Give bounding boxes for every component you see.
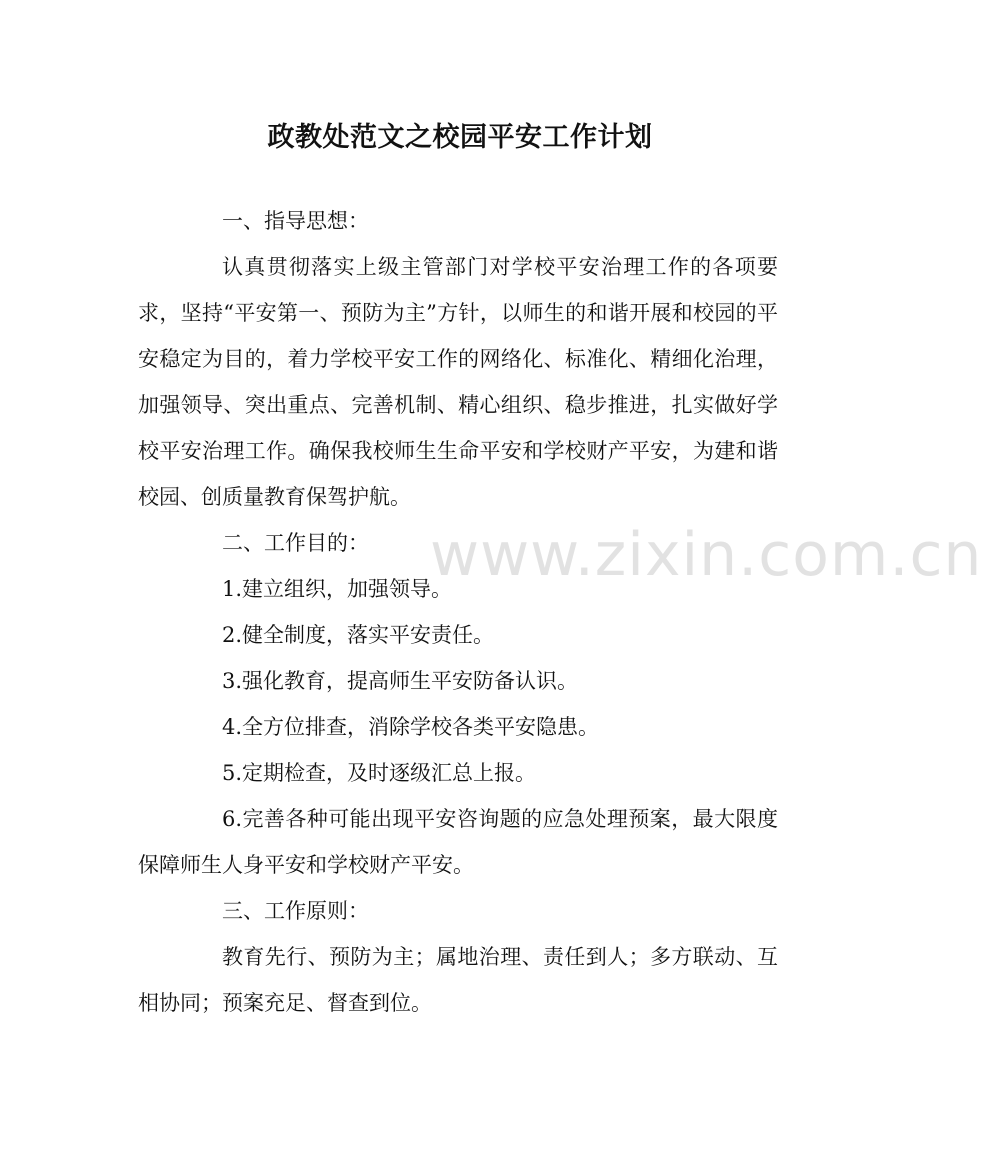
goal-item-2: 2.健全制度，落实平安责任。 [222, 623, 495, 647]
goal-item-5: 5.定期检查，及时逐级汇总上报。 [222, 761, 537, 785]
work-principles-paragraph: 教育先行、预防为主；属地治理、责任到人；多方联动、互相协同；预案充足、督查到位。 [138, 945, 778, 1015]
goal-item-1: 1.建立组织，加强领导。 [222, 577, 453, 601]
goal-item-4: 4.全方位排查，消除学校各类平安隐患。 [222, 715, 600, 739]
document-title: 政教处范文之校园平安工作计划 [267, 122, 653, 153]
document-body [138, 198, 778, 1026]
guiding-thought-paragraph: 认真贯彻落实上级主管部门对学校平安治理工作的各项要求，坚持“平安第一、预防为主”方针，以师生的和谐开展和校园的平安稳定为目的，着力学校平安工作的网络化、标准化、精细化治理，加强领导、突出重点、完善机制、精心组织、稳步推进，扎实做好学校平安治理工作。确保我校师生生命平安和学校财产平安，为建和谐校园、创质量教育保驾护航。 [138, 255, 778, 509]
watermark: www.zixin.com.cn [430, 520, 982, 590]
section-heading-work-principles: 三、工作原则： [222, 899, 369, 923]
goal-item-3: 3.强化教育，提高师生平安防备认识。 [222, 669, 579, 693]
goal-item-6: 6.完善各种可能出现平安咨询题的应急处理预案，最大限度保障师生人身平安和学校财产平安。 [138, 807, 778, 877]
section-heading-work-goals: 二、工作目的： [222, 531, 369, 555]
section-heading-guiding-thought: 一、指导思想： [222, 209, 369, 233]
